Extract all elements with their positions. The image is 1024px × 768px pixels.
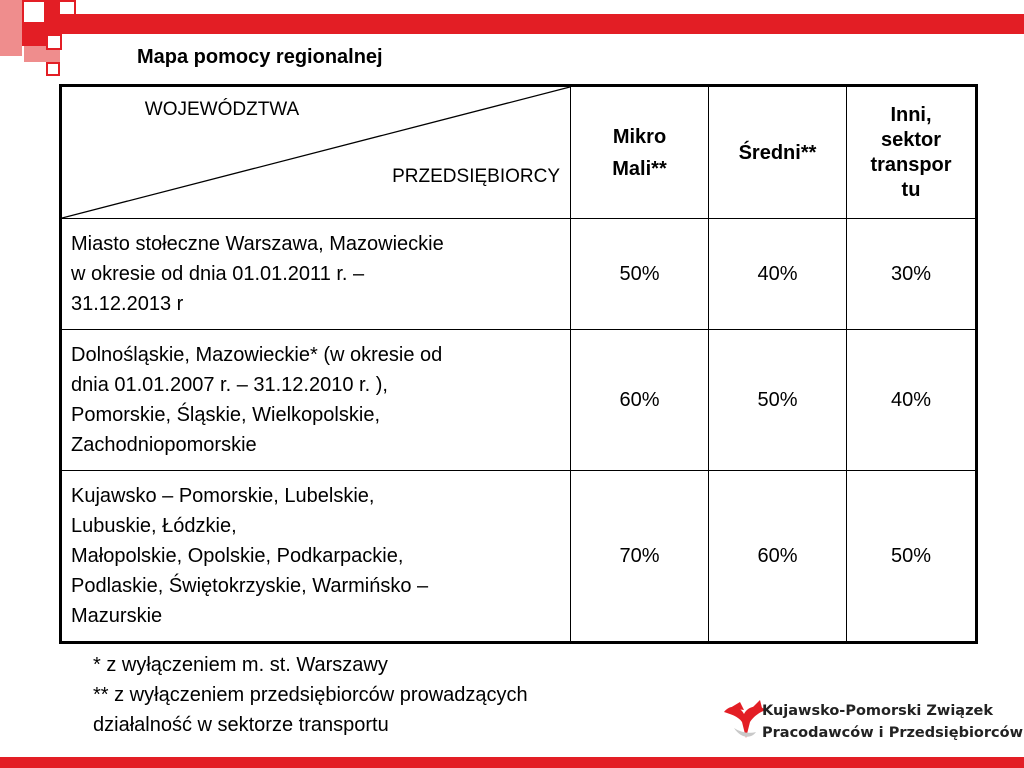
header-voivodeships-label: WOJEWÓDZTWA xyxy=(144,99,300,120)
decor-square xyxy=(46,34,62,50)
region-line: Miasto stołeczne Warszawa, Mazowieckie xyxy=(71,233,444,255)
header-text: Średni** xyxy=(738,141,817,164)
table-row xyxy=(61,471,977,643)
header-text: sektor xyxy=(880,128,942,151)
header-text: Mali** xyxy=(612,157,667,180)
decor-square xyxy=(22,0,46,24)
logo-text xyxy=(762,700,1023,744)
decor-square xyxy=(22,24,46,46)
region-line: Dolnośląskie, Mazowieckie* (w okresie od xyxy=(71,344,443,366)
region-cell xyxy=(61,219,571,330)
region-line: w okresie od dnia 01.01.2011 r. – xyxy=(71,263,365,285)
region-line: dnia 01.01.2007 r. – 31.12.2010 r. ), xyxy=(71,374,388,396)
value-cell-medium: 60% xyxy=(709,471,847,643)
table-row xyxy=(61,219,977,330)
organization-logo xyxy=(720,696,1023,752)
header-text: transpor xyxy=(870,153,952,176)
decor-square xyxy=(0,0,22,56)
region-line: Lubuskie, Łódzkie, xyxy=(71,515,237,537)
page-title: Mapa pomocy regionalnej xyxy=(137,46,383,68)
footnote: ** z wyłączeniem przedsiębiorców prowadzących xyxy=(93,684,528,706)
header-text: Mikro xyxy=(612,125,667,148)
region-line: Kujawsko – Pomorskie, Lubelskie, xyxy=(71,485,375,507)
decor-square xyxy=(46,62,60,76)
bottom-accent-bar xyxy=(0,757,1024,768)
table-header-row xyxy=(61,86,977,219)
footnote: * z wyłączeniem m. st. Warszawy xyxy=(93,654,388,676)
region-line: 31.12.2013 r xyxy=(71,293,184,315)
value-cell-medium: 40% xyxy=(709,219,847,330)
header-medium xyxy=(709,86,847,219)
value-cell-medium: 50% xyxy=(709,330,847,471)
region-line: Małopolskie, Opolskie, Podkarpackie, xyxy=(71,545,404,567)
top-accent-bar xyxy=(46,14,1024,34)
value-cell-micro-small: 50% xyxy=(571,219,709,330)
table-row xyxy=(61,330,977,471)
region-line: Podlaskie, Świętokrzyskie, Warmińsko – xyxy=(71,575,429,597)
region-line: Mazurskie xyxy=(71,605,163,627)
logo-line: Pracodawców i Przedsiębiorców xyxy=(762,725,1023,741)
header-micro-small xyxy=(571,86,709,219)
value-cell-other: 30% xyxy=(847,219,977,330)
header-other-transport xyxy=(847,86,977,219)
decor-square xyxy=(24,46,46,62)
value-cell-other: 50% xyxy=(847,471,977,643)
region-cell xyxy=(61,471,571,643)
footnote: działalność w sektorze transportu xyxy=(93,714,389,736)
logo-line: Kujawsko-Pomorski Związek xyxy=(762,703,994,719)
value-cell-micro-small: 60% xyxy=(571,330,709,471)
header-entrepreneurs-label: PRZEDSIĘBIORCY xyxy=(392,166,560,187)
region-line: Zachodniopomorskie xyxy=(71,434,257,456)
region-cell xyxy=(61,330,571,471)
footnotes xyxy=(93,650,528,740)
diagonal-header-cell xyxy=(61,86,571,219)
value-cell-micro-small: 70% xyxy=(571,471,709,643)
header-text: tu xyxy=(901,178,921,201)
header-text: Inni, xyxy=(890,103,932,126)
value-cell-other: 40% xyxy=(847,330,977,471)
region-line: Pomorskie, Śląskie, Wielkopolskie, xyxy=(71,404,380,426)
regional-aid-table xyxy=(59,84,978,644)
